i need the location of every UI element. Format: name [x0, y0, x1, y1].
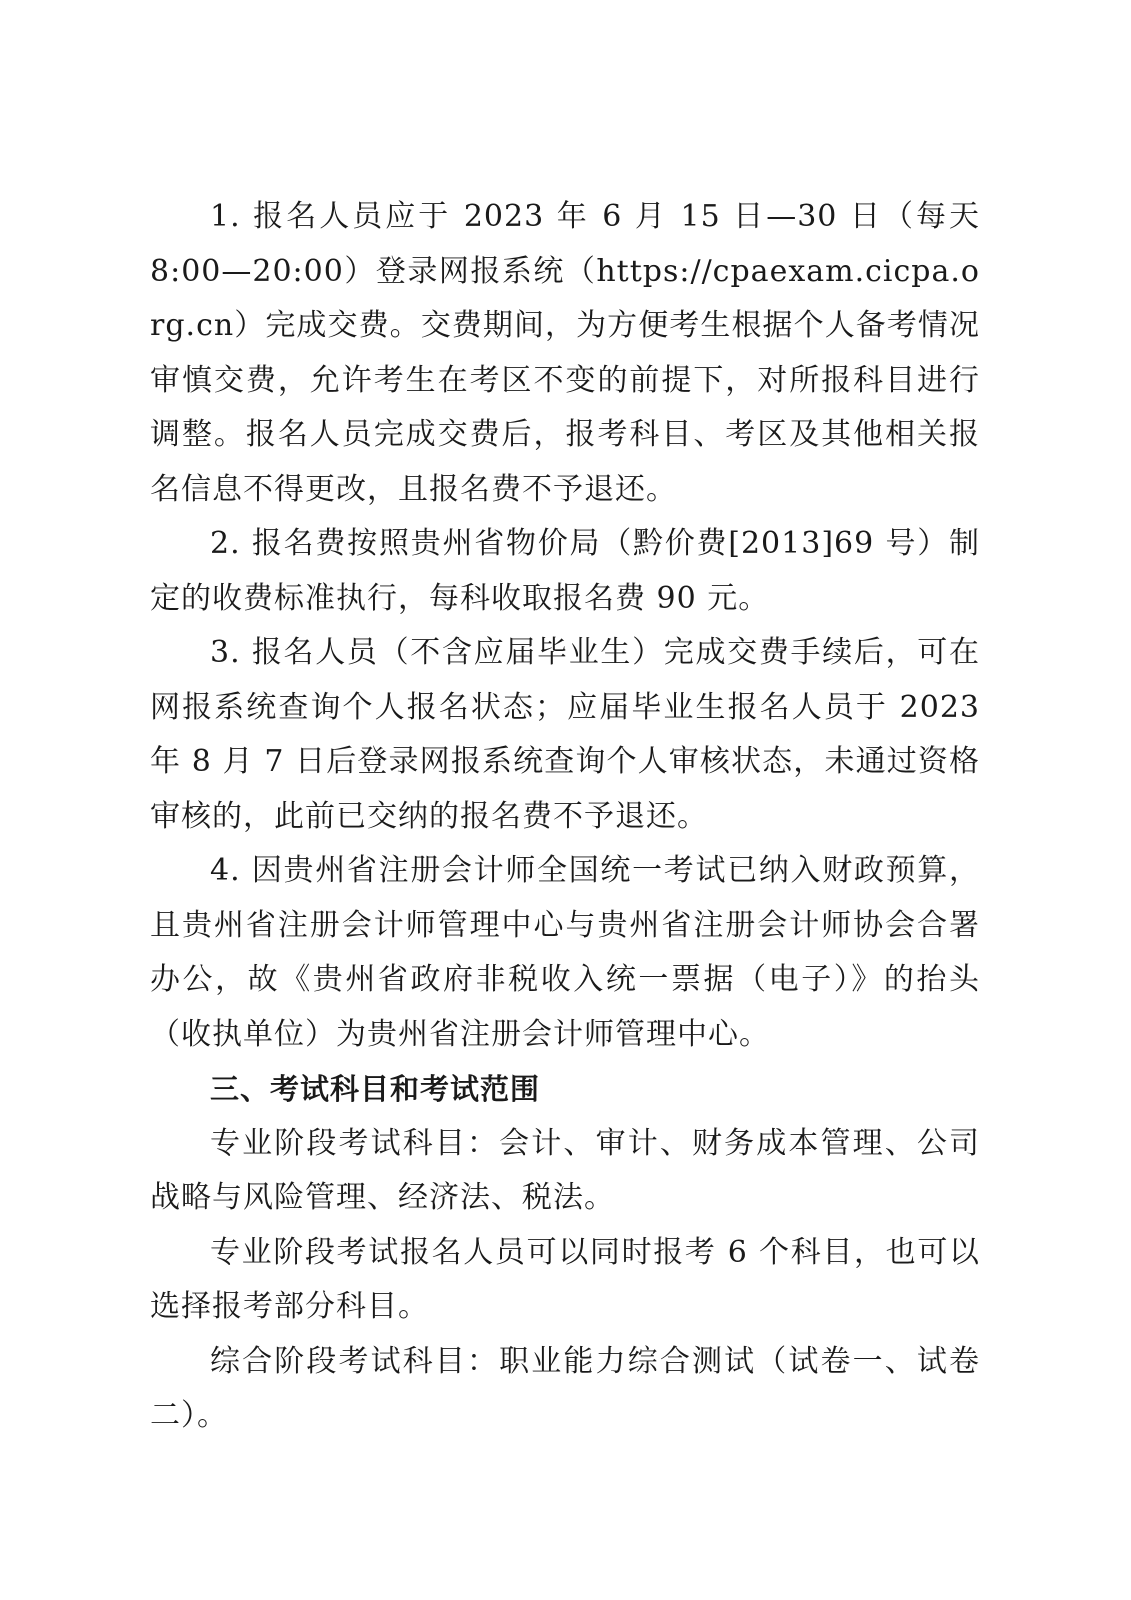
paragraph-payment-period: 1. 报名人员应于 2023 年 6 月 15 日—30 日（每天 8:00—20:00）登录网报系统（https://cpaexam.cicpa.org.cn）完成交费。交费期间，为方便考生根据个人备考情况审慎交费，允许考生在考区不变的前提下，对所报科目进行调整。报名人员完成交费后，报考科目、考区及其他相关报名信息不得更改，且报名费不予退还。 [150, 199, 980, 507]
paragraph-professional-subjects: 专业阶段考试科目：会计、审计、财务成本管理、公司战略与风险管理、经济法、税法。 [150, 1125, 980, 1215]
section-heading: 三、考试科目和考试范围 [210, 1072, 541, 1106]
paragraph-comprehensive-subjects: 综合阶段考试科目：职业能力综合测试（试卷一、试卷二）。 [150, 1343, 980, 1433]
paragraph-status-query: 3. 报名人员（不含应届毕业生）完成交费手续后，可在网报系统查询个人报名状态；应届毕业生报名人员于 2023 年 8 月 7 日后登录网报系统查询个人审核状态，未通过资格审核的，此前已交纳的报名费不予退还。 [150, 635, 980, 834]
paragraph-subject-selection: 专业阶段考试报名人员可以同时报考 6 个科目，也可以选择报考部分科目。 [150, 1234, 980, 1324]
paragraph-receipt-header: 4. 因贵州省注册会计师全国统一考试已纳入财政预算，且贵州省注册会计师管理中心与贵州省注册会计师协会合署办公，故《贵州省政府非税收入统一票据（电子）》的抬头（收执单位）为贵州省注册会计师管理中心。 [150, 853, 980, 1052]
document-body [150, 190, 980, 1444]
paragraph-fee-standard: 2. 报名费按照贵州省物价局（黔价费[2013]69 号）制定的收费标准执行，每科收取报名费 90 元。 [150, 526, 980, 616]
